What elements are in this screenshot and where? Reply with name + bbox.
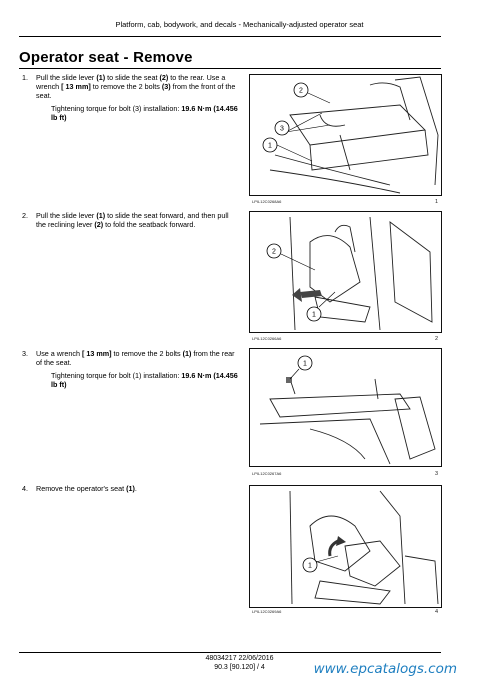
svg-text:1: 1 (308, 562, 312, 570)
step-text: Pull the slide lever (1) to slide the seat forward, and then pull the reclining lever (2) to fold the seatback forward. (36, 211, 229, 229)
step-text: Use a wrench [ 13 mm] to remove the 2 bolts (1) from the rear of the seat. (36, 349, 235, 367)
svg-text:1: 1 (312, 311, 316, 319)
svg-text:2: 2 (299, 87, 303, 95)
page-header: Platform, cab, bodywork, and decals - Mechanically-adjusted operator seat (115, 20, 364, 29)
seat-front-bolts-drawing (250, 349, 441, 466)
step-text: Pull the slide lever (1) to slide the seat (2) to the rear. Use a wrench [ 13 mm] to remove the 2 bolts (3) from the front of the seat. (36, 73, 236, 100)
step-1 (22, 73, 238, 122)
figure-2-illustration (249, 211, 442, 333)
step-number: 4. (22, 484, 28, 493)
step-text: Remove the operator's seat (1). (36, 484, 137, 493)
step-4 (22, 484, 238, 493)
section-title: Operator seat - Remove (19, 49, 193, 66)
header-rule (19, 36, 441, 37)
torque-spec: Tightening torque for bolt (3) installation: 19.6 N·m (14.456 lb ft) (51, 104, 238, 122)
step-number: 2. (22, 211, 28, 220)
seat-removal-drawing (250, 486, 441, 607)
svg-text:2: 2 (272, 248, 276, 256)
step-number: 1. (22, 73, 28, 82)
step-3 (22, 349, 238, 389)
footer-doc-date: 48034217 22/06/2016 (205, 655, 274, 662)
svg-text:1: 1 (303, 360, 307, 368)
seat-fold-forward-drawing (250, 212, 441, 332)
figure-4-illustration (249, 485, 442, 608)
title-rule (19, 68, 441, 69)
step-2 (22, 211, 238, 229)
step-number: 3. (22, 349, 28, 358)
svg-text:1: 1 (268, 142, 272, 150)
torque-spec: Tightening torque for bolt (1) installation: 19.6 N·m (14.456 lb ft) (51, 371, 238, 389)
svg-text:3: 3 (280, 125, 284, 133)
figure-3-illustration (249, 348, 442, 467)
footer-page-ref: 90.3 [90.120] / 4 (214, 664, 265, 671)
watermark: www.epcatalogs.com (313, 661, 457, 677)
seat-rear-bolts-drawing (250, 75, 441, 195)
figure-1-illustration (249, 74, 442, 196)
footer-rule (19, 652, 441, 653)
